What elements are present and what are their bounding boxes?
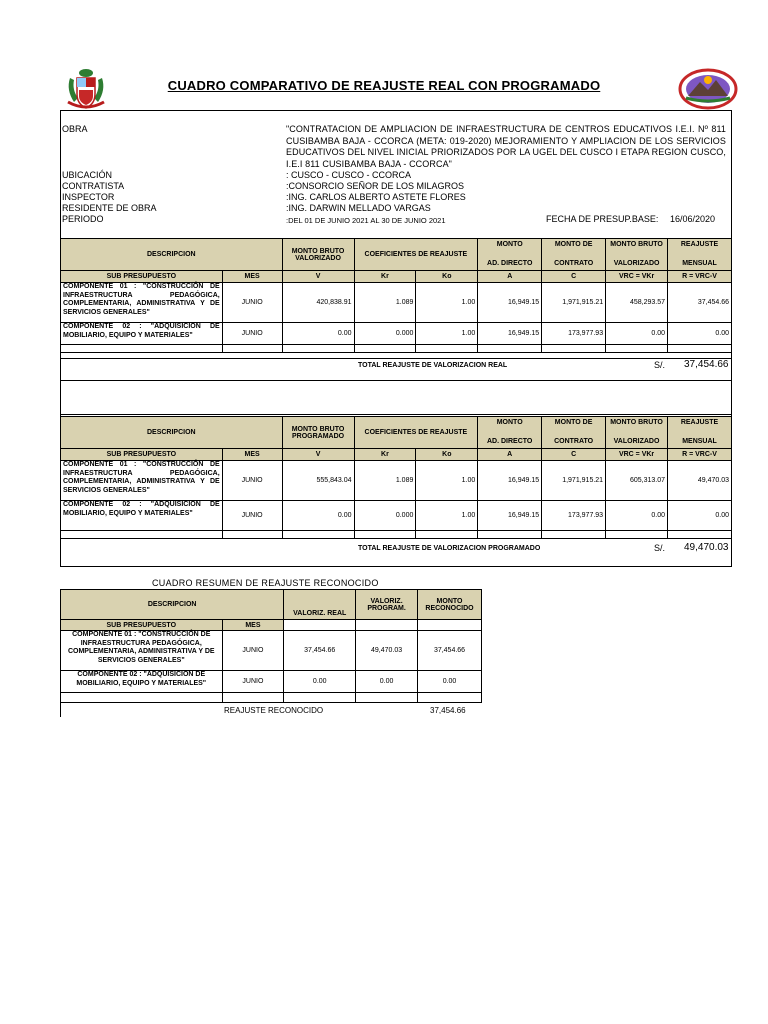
table-row <box>61 631 482 671</box>
header-r: R = VRC-V <box>668 271 732 283</box>
row-description: COMPONENTE 01 : "CONSTRUCCIÓN DE INFRAESTRUCTURA PEDAGÓGICA, COMPLEMENTARIA, ADMINISTRATIVA Y DE SERVICIOS GENERALES" <box>61 631 223 671</box>
table-reajuste-real <box>60 238 732 353</box>
header-monto-de: MONTO DE <box>554 419 593 426</box>
obra-value: "CONTRATACION DE AMPLIACION DE INFRAESTRUCTURA DE CENTROS EDUCATIVOS I.E.I. Nº 811 CUSIBAMBA BAJA - CCORCA (META: 019-2020) MEJORAMIENTO Y AMPLIACION DE LOS SERVICIOS EDUCATIVOS DEL NIVEL INICIAL PRIORIZADOS POR LA UGEL DEL CUSCO I ETAPA REGION CUSCO, I.E.I 811 CUSIBAMBA BAJA - CCORCA" <box>286 124 726 169</box>
row-c: 173,977.93 <box>542 501 606 531</box>
row-ko: 1.00 <box>416 323 478 345</box>
row-v: 420,838.91 <box>282 283 354 323</box>
header-monto-contrato <box>542 417 606 449</box>
row-description: COMPONENTE 02 : "ADQUISICION DE MOBILIARIO, EQUIPO Y MATERIALES" <box>61 671 223 693</box>
row-v: 0.00 <box>282 501 354 531</box>
summary-total-label: REAJUSTE RECONOCIDO <box>224 706 324 715</box>
header-mes: MES <box>222 271 282 283</box>
summary-title: CUADRO RESUMEN DE REAJUSTE RECONOCIDO <box>152 578 379 588</box>
fecha-value: 16/06/2020 <box>670 214 716 224</box>
periodo-label: PERIODO <box>62 214 104 224</box>
header-subpresupuesto: SUB PRESUPUESTO <box>61 620 223 631</box>
header-monto: MONTO <box>496 419 523 426</box>
row-ko: 1.00 <box>416 283 478 323</box>
row-vrc: 605,313.07 <box>606 461 668 501</box>
total-prog-value: 49,470.03 <box>684 542 729 553</box>
header-v: V <box>282 449 354 461</box>
table-row-empty <box>61 345 732 353</box>
page-title: CUADRO COMPARATIVO DE REAJUSTE REAL CON PROGRAMADO <box>167 78 601 93</box>
row-vrc: 0.00 <box>606 323 668 345</box>
row-r: 0.00 <box>668 501 732 531</box>
header-mensual: MENSUAL <box>682 438 717 445</box>
total-real-currency: S/. <box>654 360 666 370</box>
row-description: COMPONENTE 01 : "CONSTRUCCIÓN DE INFRAESTRUCTURA PEDAGÓGICA, COMPLEMENTARIA, ADMINISTRATIVA Y DE SERVICIOS GENERALES" <box>61 461 223 501</box>
header-monto-bruto: MONTO BRUTO VALORIZADO <box>282 239 354 271</box>
row-a: 16,949.15 <box>478 283 542 323</box>
fecha-label: FECHA DE PRESUP.BASE: <box>546 214 659 224</box>
row-r: 49,470.03 <box>668 461 732 501</box>
row-kr: 1.089 <box>354 461 416 501</box>
header-descripcion: DESCRIPCION <box>61 590 284 620</box>
header-reajuste: REAJUSTE <box>680 241 719 248</box>
row-mes: JUNIO <box>222 461 282 501</box>
header-c: C <box>542 271 606 283</box>
row-c: 173,977.93 <box>542 323 606 345</box>
header-coeficientes: COEFICIENTES DE REAJUSTE <box>354 417 478 449</box>
row-valoriz-real: 0.00 <box>284 671 356 693</box>
row-r: 0.00 <box>668 323 732 345</box>
table-row <box>61 283 732 323</box>
total-prog-currency: S/. <box>654 543 666 553</box>
total-real-value: 37,454.66 <box>684 359 729 370</box>
row-r: 37,454.66 <box>668 283 732 323</box>
summary-total-border <box>60 703 62 717</box>
header-monto: MONTO <box>496 241 523 248</box>
row-kr: 0.000 <box>354 323 416 345</box>
header-c: C <box>542 449 606 461</box>
row-a: 16,949.15 <box>478 323 542 345</box>
header-reajuste-mensual <box>668 417 732 449</box>
header-valorizado: VALORIZADO <box>613 438 660 445</box>
total-prog-label: TOTAL REAJUSTE DE VALORIZACION PROGRAMADO <box>358 545 541 552</box>
table-resumen <box>60 589 482 703</box>
header-kr: Kr <box>354 449 416 461</box>
header-descripcion: DESCRIPCION <box>61 239 283 271</box>
header-kr: Kr <box>354 271 416 283</box>
row-a: 16,949.15 <box>478 461 542 501</box>
header-ad-directo: AD. DIRECTO <box>487 260 533 267</box>
row-mes: JUNIO <box>222 283 282 323</box>
header-monto-a <box>478 417 542 449</box>
header-vrc: VRC = VKr <box>606 449 668 461</box>
header-subpresupuesto: SUB PRESUPUESTO <box>61 271 223 283</box>
row-valoriz-prog: 49,470.03 <box>356 631 418 671</box>
row-mes: JUNIO <box>222 631 284 671</box>
table-row-empty <box>61 693 482 703</box>
row-a: 16,949.15 <box>478 501 542 531</box>
obra-label: OBRA <box>62 124 88 134</box>
inspector-label: INSPECTOR <box>62 192 115 202</box>
table-row <box>61 501 732 531</box>
row-valoriz-prog: 0.00 <box>356 671 418 693</box>
header-a: A <box>478 271 542 283</box>
row-description: COMPONENTE 02 : "ADQUISICION DE MOBILIARIO, EQUIPO Y MATERIALES" <box>61 501 223 531</box>
header-valoriz-prog: VALORIZ. PROGRAM. <box>356 590 418 620</box>
table-row <box>61 323 732 345</box>
row-kr: 0.000 <box>354 501 416 531</box>
header-mes: MES <box>222 449 282 461</box>
header-ko: Ko <box>416 449 478 461</box>
row-ko: 1.00 <box>416 461 478 501</box>
header-subpresupuesto: SUB PRESUPUESTO <box>61 449 223 461</box>
header-ad-directo: AD. DIRECTO <box>487 438 533 445</box>
header-monto-bruto: MONTO BRUTO PROGRAMADO <box>282 417 354 449</box>
header-monto-a <box>478 239 542 271</box>
row-valoriz-real: 37,454.66 <box>284 631 356 671</box>
header-monto-bruto-valorizado <box>606 417 668 449</box>
row-v: 555,843.04 <box>282 461 354 501</box>
header-mes: MES <box>222 620 284 631</box>
header-a: A <box>478 449 542 461</box>
header-monto-bruto-valorizado <box>606 239 668 271</box>
row-monto-reconocido: 0.00 <box>418 671 482 693</box>
ubicacion-label: UBICACIÓN <box>62 170 113 180</box>
row-mes: JUNIO <box>222 323 282 345</box>
header-reajuste: REAJUSTE <box>680 419 719 426</box>
contratista-label: CONTRATISTA <box>62 181 125 191</box>
row-c: 1,971,915.21 <box>542 461 606 501</box>
residente-value: :ING. DARWIN MELLADO VARGAS <box>286 203 431 213</box>
periodo-value: :DEL 01 DE JUNIO 2021 AL 30 DE JUNIO 2021 <box>286 216 446 225</box>
header-valoriz-real: VALORIZ. REAL <box>284 590 356 620</box>
total-real-label: TOTAL REAJUSTE DE VALORIZACION REAL <box>358 362 508 369</box>
header-contrato: CONTRATO <box>554 260 594 267</box>
header-vrc: VRC = VKr <box>606 271 668 283</box>
row-c: 1,971,915.21 <box>542 283 606 323</box>
row-vrc: 0.00 <box>606 501 668 531</box>
ubicacion-value: : CUSCO - CUSCO - CCORCA <box>286 170 412 180</box>
summary-total-value: 37,454.66 <box>430 706 466 715</box>
residente-label: RESIDENTE DE OBRA <box>62 203 157 213</box>
table-reajuste-programado <box>60 416 732 539</box>
table-row <box>61 671 482 693</box>
contratista-value: :CONSORCIO SEÑOR DE LOS MILAGROS <box>286 181 465 191</box>
header-descripcion: DESCRIPCION <box>61 417 283 449</box>
row-v: 0.00 <box>282 323 354 345</box>
row-mes: JUNIO <box>222 501 282 531</box>
header-monto-reconocido: MONTO RECONOCIDO <box>418 590 482 620</box>
header-monto-bruto2: MONTO BRUTO <box>610 419 663 426</box>
header-monto-de: MONTO DE <box>554 241 593 248</box>
table-row <box>61 461 732 501</box>
row-ko: 1.00 <box>416 501 478 531</box>
inspector-value: :ING. CARLOS ALBERTO ASTETE FLORES <box>286 192 466 202</box>
header-reajuste-mensual <box>668 239 732 271</box>
row-mes: JUNIO <box>222 671 284 693</box>
header-v: V <box>282 271 354 283</box>
header-r: R = VRC-V <box>668 449 732 461</box>
header-mensual: MENSUAL <box>682 260 717 267</box>
row-monto-reconocido: 37,454.66 <box>418 631 482 671</box>
row-description: COMPONENTE 02 : "ADQUISICION DE MOBILIARIO, EQUIPO Y MATERIALES" <box>61 323 223 345</box>
regional-emblem-icon <box>676 68 740 110</box>
divider <box>60 414 732 415</box>
header-valorizado: VALORIZADO <box>613 260 660 267</box>
row-vrc: 458,293.57 <box>606 283 668 323</box>
header-contrato: CONTRATO <box>554 438 594 445</box>
header-coeficientes: COEFICIENTES DE REAJUSTE <box>354 239 478 271</box>
header-monto-bruto2: MONTO BRUTO <box>610 241 663 248</box>
table-row-empty <box>61 531 732 539</box>
row-kr: 1.089 <box>354 283 416 323</box>
header-ko: Ko <box>416 271 478 283</box>
header-monto-contrato <box>542 239 606 271</box>
row-description: COMPONENTE 01 : "CONSTRUCCIÓN DE INFRAESTRUCTURA PEDAGÓGICA, COMPLEMENTARIA, ADMINISTRATIVA Y DE SERVICIOS GENERALES" <box>61 283 223 323</box>
